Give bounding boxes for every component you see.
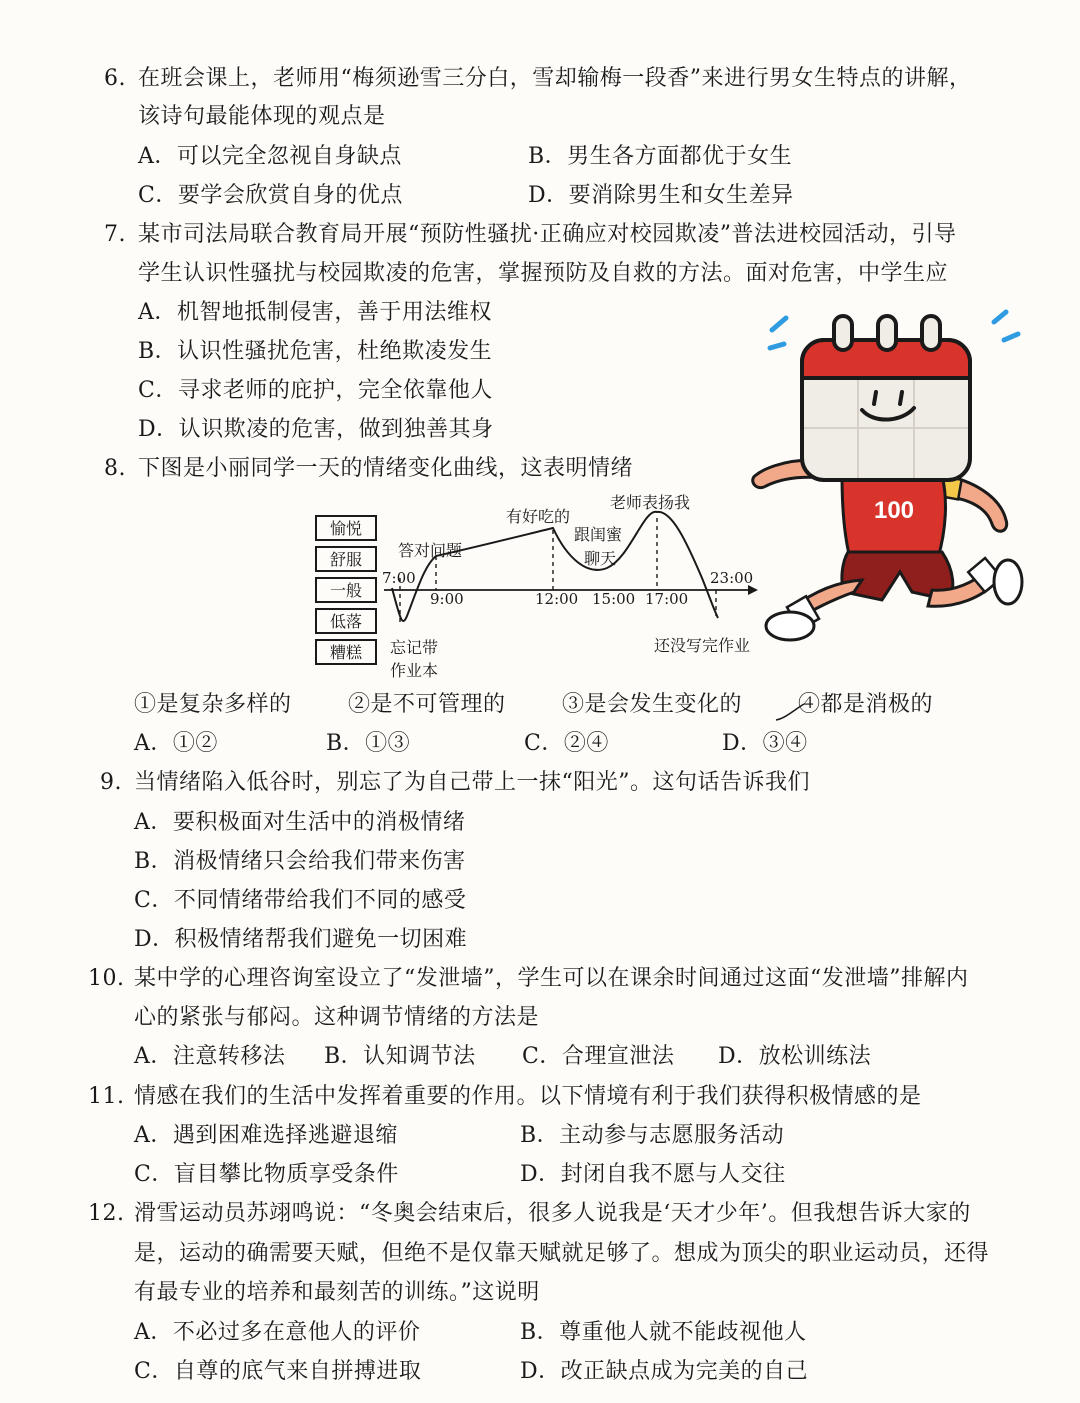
q6-option-d: D．要消除男生和女生差异 <box>528 183 794 208</box>
level-label-4: 低落 <box>329 612 363 631</box>
q9-stem-line1 <box>100 768 810 798</box>
q9-stem1-text: 当情绪陷入低谷时，别忘了为自己带上一抹“阳光”。这句话告诉我们 <box>134 770 810 795</box>
annotation-praise: 老师表扬我 <box>610 493 691 512</box>
q11-stem1-text: 情感在我们的生活中发挥着重要的作用。以下情境有利于我们获得积极情感的是 <box>134 1084 922 1109</box>
q11-number: 11. <box>88 1084 125 1109</box>
tick-0700: 7:00 <box>382 569 416 587</box>
q6-number: 6. <box>104 66 126 91</box>
q10-option-d: D．放松训练法 <box>718 1044 872 1069</box>
q12-number: 12. <box>88 1201 125 1226</box>
annotation-chat-line1: 跟闺蜜 <box>574 525 623 544</box>
q6-option-b: B．男生各方面都优于女生 <box>528 144 793 169</box>
q6-stem-line2: 该诗句最能体现的观点是 <box>138 104 386 129</box>
q10-option-c: C．合理宣泄法 <box>522 1044 675 1069</box>
q9-number: 9. <box>100 770 122 795</box>
q7-option-d: D．认识欺凌的危害，做到独善其身 <box>138 417 494 442</box>
annotation-homework: 还没写完作业 <box>654 636 751 655</box>
calendar-rings <box>834 316 940 350</box>
annotation-answer-right: 答对问题 <box>398 541 463 560</box>
q10-option-a: A．注意转移法 <box>134 1044 286 1069</box>
q12-option-b: B．尊重他人就不能歧视他人 <box>520 1320 807 1345</box>
tick-0900: 9:00 <box>430 590 464 608</box>
q7-stem1-text: 某市司法局联合教育局开展“预防性骚扰·正确应对校园欺凌”普法进校园活动，引导 <box>138 222 957 247</box>
calendar-mascot-illustration <box>742 300 1032 645</box>
calendar-mascot-sticker <box>742 300 1032 645</box>
q12-stem1-text: 滑雪运动员苏翊鸣说：“冬奥会结束后，很多人说我是‘天才少年’。但我想告诉大家的 <box>134 1201 971 1226</box>
q8-statement-3: ③是会发生变化的 <box>562 692 743 717</box>
q8-number: 8. <box>104 456 126 481</box>
annotation-forgot-line1: 忘记带 <box>390 638 439 657</box>
q11-option-d: D．封闭自我不愿与人交往 <box>520 1162 786 1187</box>
right-shoe <box>994 560 1022 604</box>
q9-option-d: D．积极情绪帮我们避免一切困难 <box>134 927 468 952</box>
q7-stem-line2: 学生认识性骚扰与校园欺凌的危害，掌握预防及自救的方法。面对危害，中学生应 <box>138 261 949 286</box>
q10-stem-line2: 心的紧张与郁闷。这种调节情绪的方法是 <box>134 1005 540 1030</box>
q9-option-a: A．要积极面对生活中的消极情绪 <box>134 810 466 835</box>
level-label-1: 愉悦 <box>329 519 363 538</box>
q12-stem-line3: 有最专业的培养和最刻苦的训练。”这说明 <box>134 1280 540 1305</box>
q7-option-b: B．认识性骚扰危害，杜绝欺凌发生 <box>138 339 493 364</box>
emotion-chart <box>312 488 782 688</box>
tick-1700: 17:00 <box>645 590 689 608</box>
q8-statement-2: ②是不可管理的 <box>348 692 506 717</box>
level-label-2: 舒服 <box>329 550 363 569</box>
q6-option-a: A．可以完全忽视自身缺点 <box>138 144 402 169</box>
q10-option-b: B．认知调节法 <box>324 1044 476 1069</box>
q12-option-a: A．不必过多在意他人的评价 <box>134 1320 421 1345</box>
sweat-drop-left-2 <box>770 344 784 348</box>
q6-option-c: C．要学会欣赏自身的优点 <box>138 183 403 208</box>
q10-stem1-text: 某中学的心理咨询室设立了“发泄墙”，学生可以在课余时间通过这面“发泄墙”排解内 <box>134 966 969 991</box>
q11-stem-line1 <box>88 1082 922 1112</box>
jersey-number: 100 <box>873 497 915 524</box>
q10-number: 10. <box>88 966 125 991</box>
sweat-drop-right-1 <box>994 312 1006 322</box>
q7-option-a: A．机智地抵制侵害，善于用法维权 <box>138 300 492 325</box>
tick-1500: 15:00 <box>592 590 636 608</box>
q11-option-c: C．盲目攀比物质享受条件 <box>134 1162 399 1187</box>
level-label-3: 一般 <box>329 581 363 600</box>
q12-stem-line1 <box>88 1199 971 1229</box>
tick-1200: 12:00 <box>535 590 579 608</box>
q8-option-a: A．①② <box>134 731 218 756</box>
emotion-chart-svg <box>312 488 782 688</box>
q12-option-d: D．改正缺点成为完美的自己 <box>520 1359 809 1384</box>
sweat-drop-left-1 <box>772 318 786 330</box>
q8-statement-1: ①是复杂多样的 <box>134 692 292 717</box>
q9-option-b: B．消极情绪只会给我们带来伤害 <box>134 849 466 874</box>
tick-2300: 23:00 <box>710 569 754 587</box>
q8-stem-line1 <box>104 454 633 484</box>
q8-statement-4: ④都是消极的 <box>798 692 934 717</box>
q6-stem1-text: 在班会课上，老师用“梅须逊雪三分白，雪却输梅一段香”来进行男女生特点的讲解， <box>138 66 972 91</box>
q6-stem-line1 <box>104 64 972 94</box>
q8-option-d: D．③④ <box>722 731 808 756</box>
right-eye <box>900 392 902 404</box>
sweat-drop-right-2 <box>1004 334 1018 340</box>
q11-option-b: B．主动参与志愿服务活动 <box>520 1123 785 1148</box>
left-eye <box>874 392 876 404</box>
q12-option-c: C．自尊的底气来自拼搏进取 <box>134 1359 422 1384</box>
q8-option-b: B．①③ <box>326 731 411 756</box>
q7-stem-line1 <box>104 220 957 250</box>
q7-option-c: C．寻求老师的庇护，完全依靠他人 <box>138 378 493 403</box>
q8-stem1-text: 下图是小丽同学一天的情绪变化曲线，这表明情绪 <box>138 456 634 481</box>
pen-mark <box>770 700 810 724</box>
annotation-good-food: 有好吃的 <box>506 507 571 526</box>
q9-option-c: C．不同情绪带给我们不同的感受 <box>134 888 467 913</box>
left-shoe <box>766 612 814 640</box>
q7-number: 7. <box>104 222 126 247</box>
q10-stem-line1 <box>88 964 969 994</box>
annotation-chat-line2: 聊天 <box>584 549 617 568</box>
annotation-forgot-line2: 作业本 <box>390 661 439 680</box>
q8-option-c: C．②④ <box>524 731 609 756</box>
q11-option-a: A．遇到困难选择逃避退缩 <box>134 1123 398 1148</box>
level-label-5: 糟糕 <box>329 643 363 662</box>
q12-stem-line2: 是，运动的确需要天赋，但绝不是仅靠天赋就足够了。想成为顶尖的职业运动员，还得 <box>134 1241 990 1266</box>
